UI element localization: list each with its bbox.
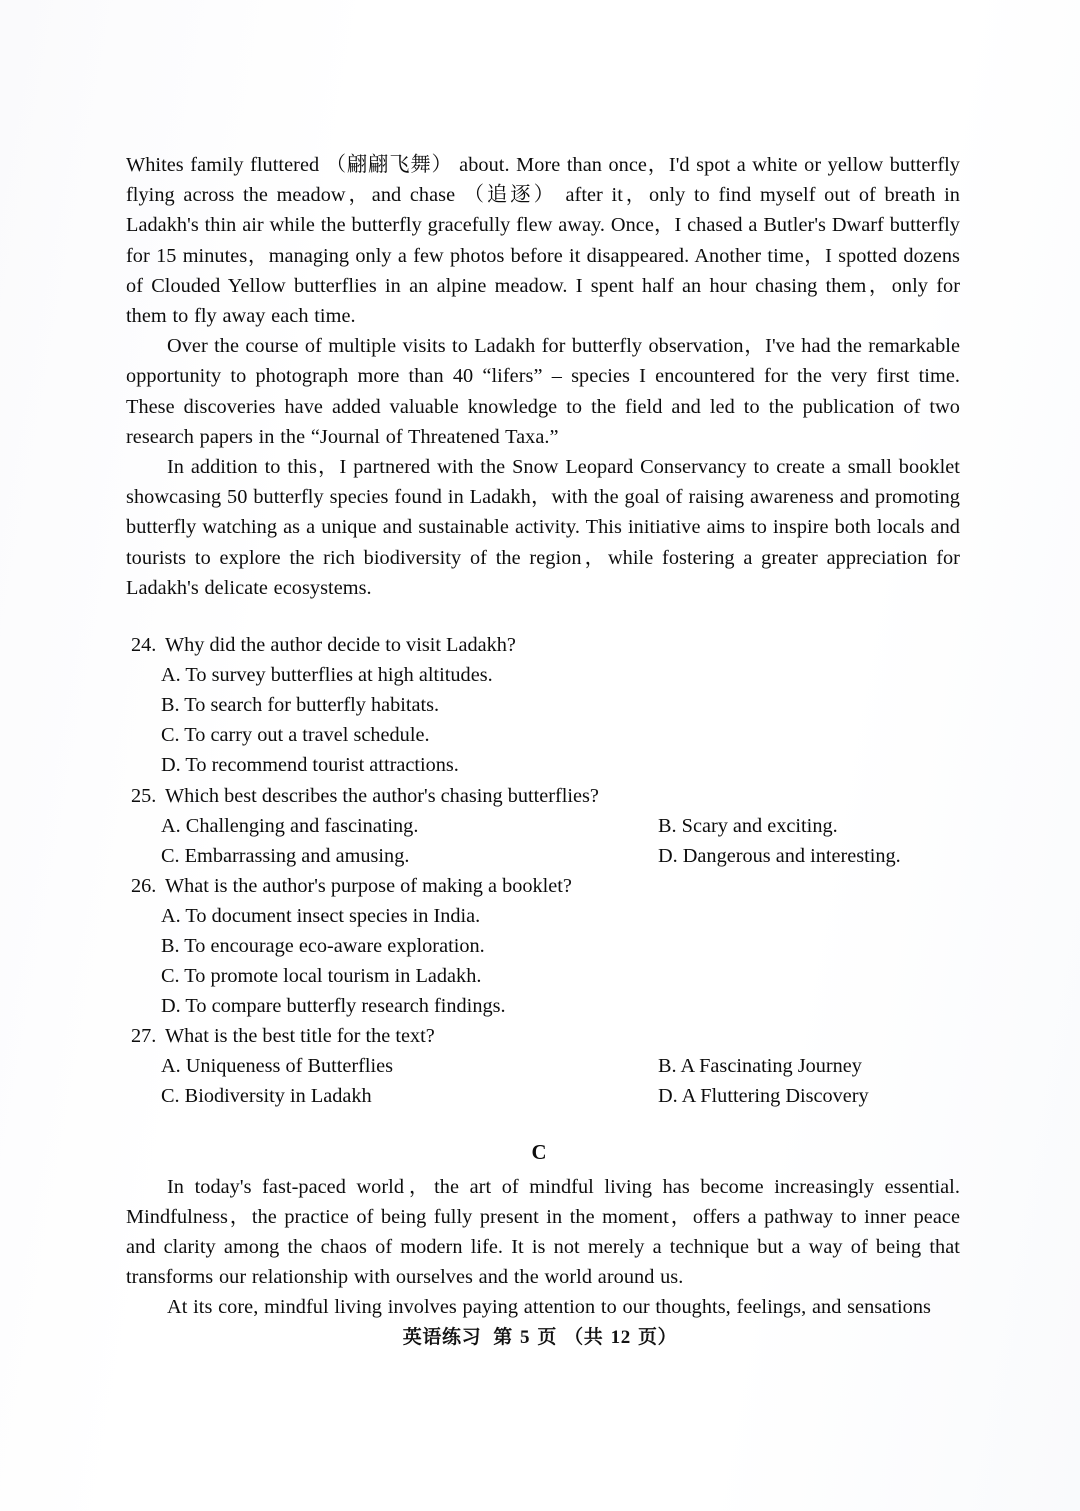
question-27-option-row-1 <box>126 1051 960 1081</box>
option-label: B. To encourage eco-aware exploration. <box>161 934 485 957</box>
question-25-stem <box>126 781 960 811</box>
question-27-option-d[interactable]: D. A Fluttering Discovery <box>658 1085 869 1108</box>
question-25-option-c[interactable]: C. Embarrassing and amusing. <box>161 844 410 867</box>
option-label: C. To carry out a travel schedule. <box>161 724 430 747</box>
footer-page-suffix: 页 <box>537 1326 557 1348</box>
passage-c-paragraph-1: In today's fast-paced world，the art of mindful living has become increasingly essential. Mindfulness，the practice of being fully present in the moment，offers a pathway to inner peace and clarity among the chaos of modern life. It is not merely a technique but a way of being that transforms our relationship with ourselves and the world around us. <box>126 1175 960 1289</box>
question-27-stem <box>126 1021 960 1051</box>
question-26-options <box>126 901 960 1021</box>
question-25-option-row-1 <box>126 811 960 841</box>
question-27-option-row-2 <box>126 1081 960 1111</box>
question-24-text: Why did the author decide to visit Ladakh? <box>165 634 516 657</box>
question-27-option-a[interactable]: A. Uniqueness of Butterflies <box>161 1055 394 1078</box>
passage-c-paragraph-2: At its core, mindful living involves paying attention to our thoughts, feelings, and sensations <box>167 1296 931 1319</box>
question-24-option-d[interactable] <box>126 750 960 780</box>
footer-page-number: 5 <box>520 1327 531 1348</box>
footer-subject: 英语练习 <box>402 1326 482 1348</box>
question-26-number: 26. <box>131 874 157 897</box>
question-25-number: 25. <box>131 784 157 807</box>
question-25-option-b[interactable]: B. Scary and exciting. <box>658 814 838 837</box>
question-26-text: What is the author's purpose of making a booklet? <box>165 874 572 897</box>
question-24-option-c[interactable] <box>126 720 960 750</box>
passage-b-paragraph-3: In addition to this，I partnered with the Snow Leopard Conservancy to create a small booklet showcasing 50 butterfly species found in Ladakh，with the goal of raising awareness and promoting butterfly watching as a unique and sustainable activity. This initiative aims to inspire both locals and tourists to explore the rich biodiversity of the region，while fostering a greater appreciation for Ladakh's delicate ecosystems. <box>126 456 960 599</box>
passage-b-paragraph-1: Whites family fluttered （翩翩飞舞） about. More than once，I'd spot a white or yellow butterfly flying across the meadow，and chase （追逐） after it，only to find myself out of breath in Ladakh's thin air while the butterfly gracefully flew away. Once，I chased a Butler's Dwarf butterfly for 15 minutes，managing only a few photos before it disappeared. Another time，I spotted dozens of Clouded Yellow butterflies in an alpine meadow. I spent half an hour chasing them，only for them to fly away each time. <box>126 154 960 328</box>
passage-b-continuation <box>126 150 960 603</box>
question-26-stem <box>126 871 960 901</box>
question-25-option-row-2 <box>126 841 960 871</box>
question-list <box>126 630 960 1112</box>
option-label: A. To survey butterflies at high altitudes. <box>161 664 493 687</box>
option-label: C. To promote local tourism in Ladakh. <box>161 965 482 988</box>
question-26 <box>126 871 960 1021</box>
question-26-option-d[interactable] <box>126 991 960 1021</box>
passage-c <box>126 1138 960 1323</box>
page-content <box>126 150 960 1323</box>
question-24-option-b[interactable] <box>126 690 960 720</box>
question-24-stem <box>126 630 960 660</box>
question-25 <box>126 781 960 871</box>
option-label: D. To recommend tourist attractions. <box>161 754 459 777</box>
footer-total-prefix: （共 <box>564 1326 604 1348</box>
passage-c-section-letter: C <box>531 1140 547 1164</box>
footer-page-prefix: 第 <box>493 1326 513 1348</box>
question-27-options <box>126 1051 960 1111</box>
question-27-number: 27. <box>131 1025 157 1048</box>
option-label: D. To compare butterfly research findings. <box>161 995 506 1018</box>
question-25-options <box>126 811 960 871</box>
footer-total-suffix: 页） <box>638 1326 678 1348</box>
page-footer <box>0 1322 1080 1349</box>
question-24-options <box>126 660 960 780</box>
option-label: B. To search for butterfly habitats. <box>161 694 440 717</box>
option-label: A. To document insect species in India. <box>161 904 481 927</box>
question-24 <box>126 630 960 780</box>
question-26-option-b[interactable] <box>126 931 960 961</box>
question-27-text: What is the best title for the text? <box>165 1025 435 1048</box>
question-26-option-a[interactable] <box>126 901 960 931</box>
question-24-option-a[interactable] <box>126 660 960 690</box>
question-26-option-c[interactable] <box>126 961 960 991</box>
question-27 <box>126 1021 960 1111</box>
question-27-option-b[interactable]: B. A Fascinating Journey <box>658 1055 862 1078</box>
question-25-option-a[interactable]: A. Challenging and fascinating. <box>161 814 419 837</box>
question-24-number: 24. <box>131 634 157 657</box>
question-25-text: Which best describes the author's chasing butterflies? <box>165 784 599 807</box>
question-25-option-d[interactable]: D. Dangerous and interesting. <box>658 844 901 867</box>
question-27-option-c[interactable]: C. Biodiversity in Ladakh <box>161 1085 372 1108</box>
passage-b-paragraph-2: Over the course of multiple visits to Ladakh for butterfly observation，I've had the remarkable opportunity to photograph more than 40 “lifers” – species I encountered for the very first time. These discoveries have added valuable knowledge to the field and led to the publication of two research papers in the “Journal of Threatened Taxa.” <box>126 335 960 448</box>
footer-total-pages: 12 <box>610 1327 631 1348</box>
